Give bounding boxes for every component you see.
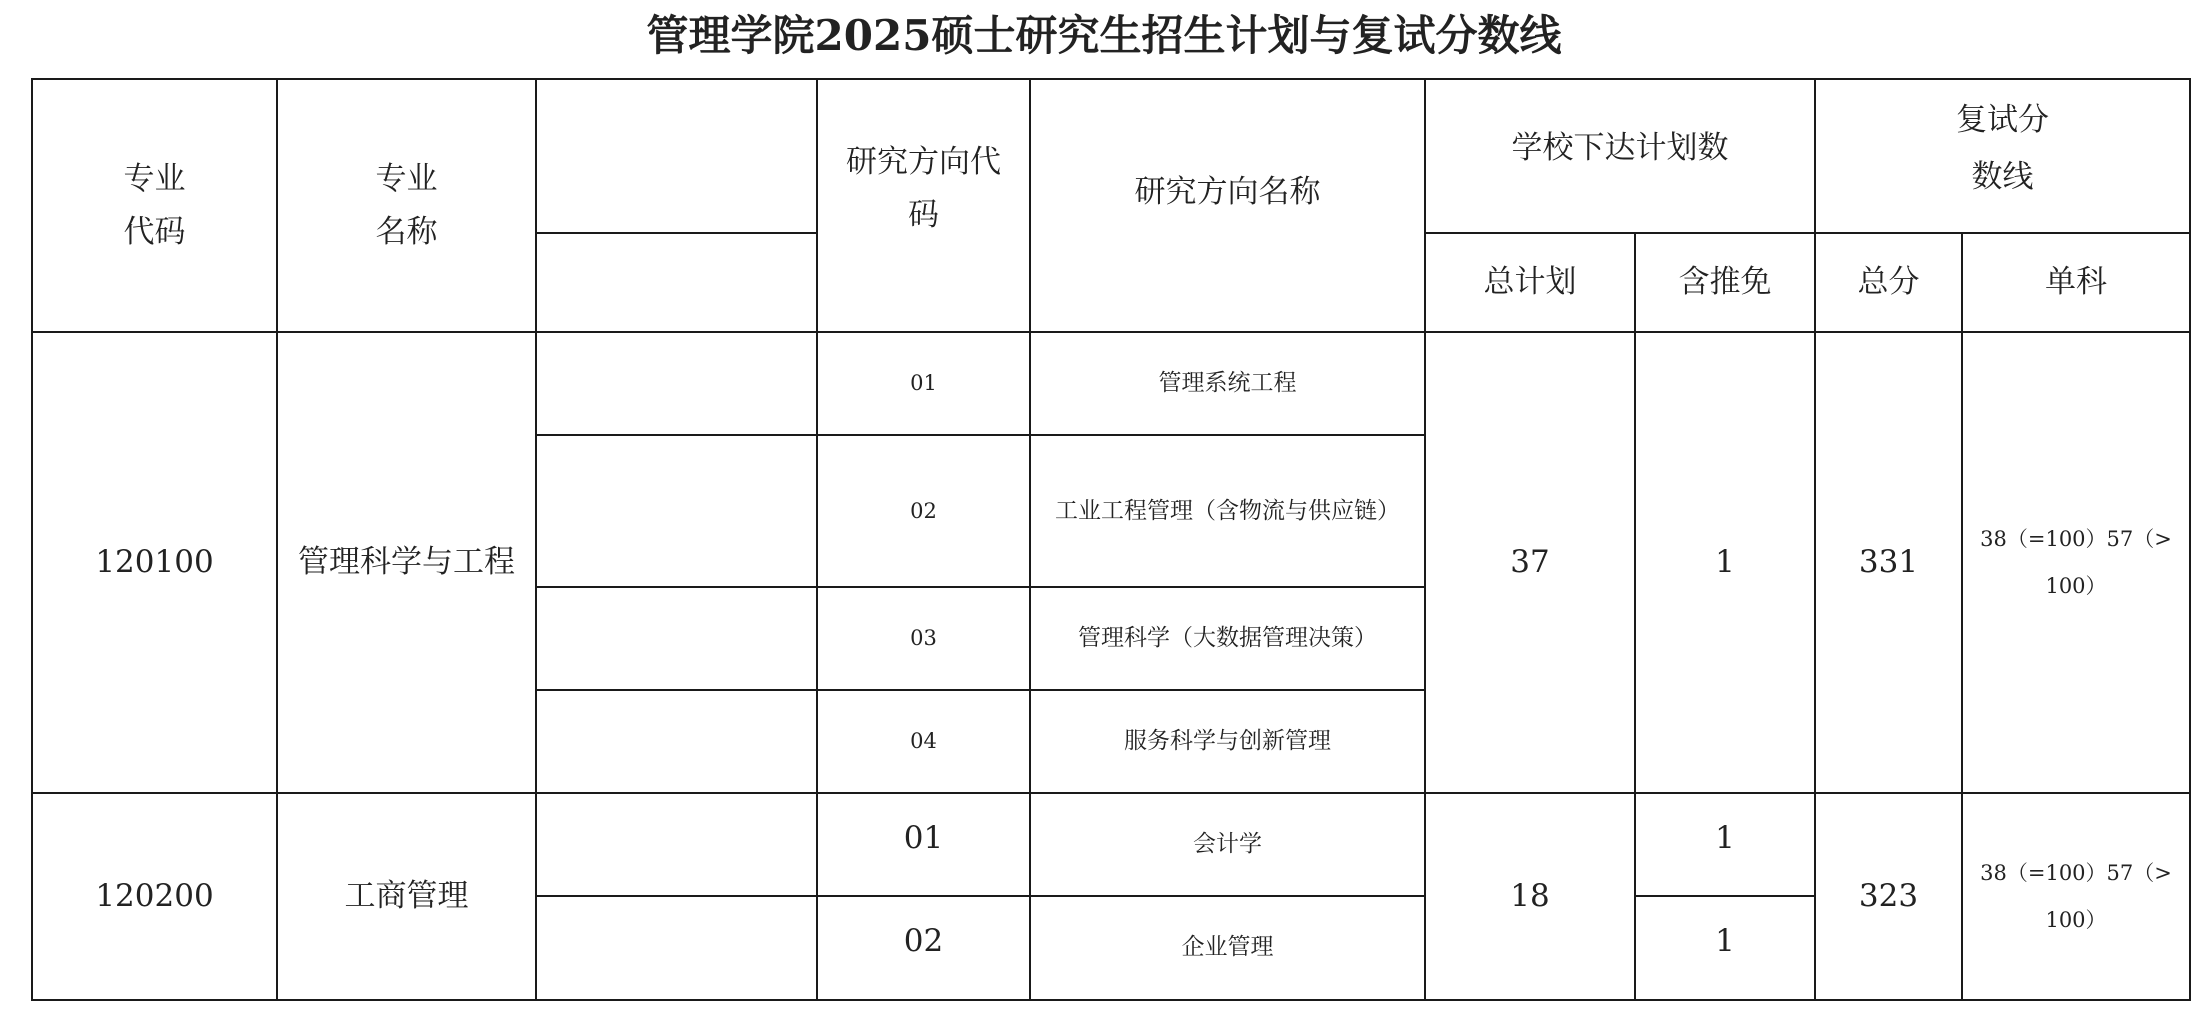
header-direction-code: 研究方向代码 [817,79,1030,332]
cell-blank [536,435,817,587]
cell-total-score: 323 [1815,793,1962,1000]
cell-total-plan: 37 [1425,332,1635,793]
cell-single-subject: 38（=100）57（>100） [1962,793,2190,1000]
table-row [32,332,2190,435]
cell-blank [536,332,817,435]
cell-direction-name: 会计学 [1030,793,1425,896]
header-retest-line-label: 复试分 数线 [1956,102,2049,196]
header-direction-name: 研究方向名称 [1030,79,1425,332]
cell-direction-code: 02 [817,435,1030,587]
cell-major-name: 工商管理 [277,793,536,1000]
cell-recommended: 1 [1635,896,1815,1000]
cell-direction-code: 03 [817,587,1030,690]
header-major-name [277,79,536,332]
cell-direction-name: 管理系统工程 [1030,332,1425,435]
header-blank-bottom [536,233,817,332]
header-total-score: 总分 [1815,233,1962,332]
cell-total-score: 331 [1815,332,1962,793]
cell-blank [536,690,817,793]
cell-blank [536,587,817,690]
table-row [32,793,2190,896]
cell-total-plan: 18 [1425,793,1635,1000]
header-retest-line [1815,79,2190,233]
header-major-name-label: 专业 名称 [375,160,438,250]
cell-direction-code: 02 [817,896,1030,1000]
cell-major-code: 120100 [32,332,277,793]
cell-direction-name: 企业管理 [1030,896,1425,1000]
table-header-row [32,79,2190,233]
cell-major-code: 120200 [32,793,277,1000]
header-total-plan: 总计划 [1425,233,1635,332]
cell-blank [536,896,817,1000]
cell-major-name: 管理科学与工程 [277,332,536,793]
header-recommended: 含推免 [1635,233,1815,332]
cell-direction-code: 04 [817,690,1030,793]
admission-plan-table [31,78,2191,1001]
cell-single-subject: 38（=100）57（>100） [1962,332,2190,793]
header-blank-top [536,79,817,233]
header-school-plan: 学校下达计划数 [1425,79,1815,233]
cell-direction-code: 01 [817,332,1030,435]
cell-recommended: 1 [1635,793,1815,896]
page-title: 管理学院2025硕士研究生招生计划与复试分数线 [646,11,1562,60]
cell-blank [536,793,817,896]
header-major-code-label: 专业 代码 [123,160,186,250]
cell-direction-code: 01 [817,793,1030,896]
cell-direction-name: 服务科学与创新管理 [1030,690,1425,793]
cell-recommended: 1 [1635,332,1815,793]
header-major-code [32,79,277,332]
cell-direction-name: 工业工程管理（含物流与供应链） [1030,435,1425,587]
header-single-subject: 单科 [1962,233,2190,332]
cell-direction-name: 管理科学（大数据管理决策） [1030,587,1425,690]
